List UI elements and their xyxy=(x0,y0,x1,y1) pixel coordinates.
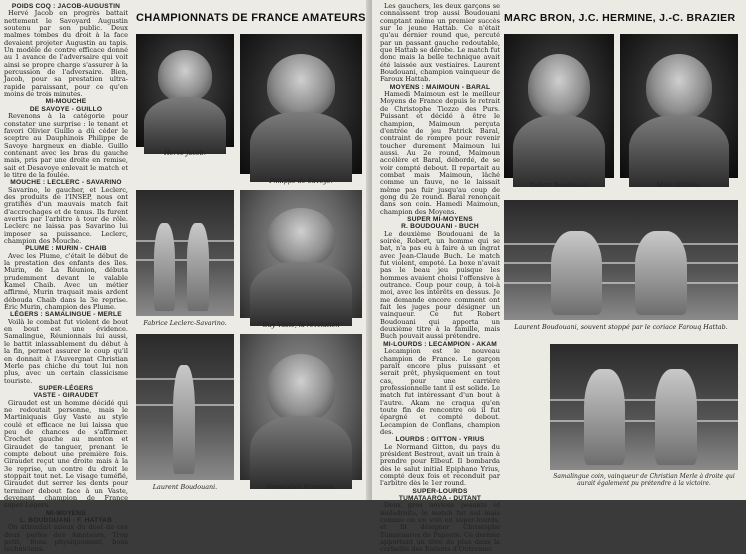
photo-philippe-de-savoye xyxy=(240,34,362,174)
right-text-column xyxy=(380,2,500,554)
section-heading: SUPER-LOURDS xyxy=(412,487,468,495)
caption-samalingue-merle: Samalingue coin, vainqueur de Christian Merle à droite qui aurait également pu prétendre à la victoire. xyxy=(553,473,735,487)
article-paragraph: Savarino, le gaucher, et Leclerc, des produits de l'INSEP, nous ont gratifiés d'un mauvais match fait d'accrochages et de tenus. Ils furent avertis par l'arbitre à tour de rôle. Leclerc ne laissa pas Savarino lui imposer sa puissance. Leclerc, champion des Mouche. xyxy=(4,185,128,245)
section-heading: MI-MOYENS xyxy=(46,509,86,517)
photo-hamoudidi-maimoun xyxy=(240,334,362,480)
section-heading: VASTE - GIRAUDET xyxy=(33,392,99,400)
photo-herve-jacob xyxy=(136,34,234,147)
caption-boudouani-hattab-ring: Laurent Boudouani, souvent stoppé par le coriace Farouq Hattab. xyxy=(514,323,728,331)
article-paragraph: Les gauchers, les deux garçons se connaissent trop aussi Boudouani comptant même un premier succès sur le jeune Hattab. Ce n'était qu'au dernier round que, percuté par un passant gauche redoutable, que Hattab se dérobe. Le match fut donc mais la belle technique avait été laissée aux vestiaires. Laurent Boudouani, champion vainqueur de Faroux Hattab. xyxy=(380,2,500,84)
caption-marc-gittons: Marc Gittons. xyxy=(656,181,702,189)
left-text-column xyxy=(4,3,128,554)
section-heading: L. BOUDOUANI - F. HATTAB xyxy=(19,517,113,525)
article-paragraph: Hervé Jacob en progrès battait nettement le Savoyard Augustin soutenu par son public. Deux malmes tombes du droit à la face devaient projeter Augustin au tapis. Un modèle de contre efficace donné au 1 avance de l'adversaire qui voit ainsi se propre charge s'assurer à la percussion de l'adversaire. Bien, Jacob, pour sa prestation ultra-rapide paraissant, pour ce qu'en moins de trois minutes. xyxy=(4,9,128,99)
caption-hamoudidi-maimoun: Hamoudidi Maimoun. xyxy=(265,483,337,491)
caption-guy-vaste: Guy Vaste, la révélation xyxy=(262,321,340,329)
caption-philippe-de-savoye: Philippe de Savoye. xyxy=(269,177,333,185)
article-paragraph: On attendait mieux du duel de ces deux perles des Amateurs. Trop petit, Bons physiquement, bons techniciens. xyxy=(4,523,128,554)
section-heading: DE SAVOYE - GUILLO xyxy=(29,105,103,113)
article-paragraph: Le Normand Gitton, du pays du président Bestrout, avait un train à prendre pour Elbeuf. Il bombarda dès le salut initial Epiphano Yrius, compté deux fois et reconduit par l'arbitre dès le 1er round. xyxy=(380,442,500,488)
photo-marc-gittons xyxy=(620,34,738,178)
article-paragraph: Deux gros novices pesants et maladroits, le match fut nul mais comme on en voit en super-lourds, et fit désigner Christophe Tumataaroa de Papeete. Ce dernier apportant un titre de plus dans la corbeille des Enfants d'Outremer. xyxy=(380,501,500,554)
section-heading: LOURDS : GITTON - YRIUS xyxy=(395,436,485,444)
right-headline: MARC BRON, J.C. HERMINE, J.-C. BRAZIER xyxy=(504,12,736,24)
photo-laurent-boudouani xyxy=(136,334,234,480)
photo-fabrice-leclerc-savarino xyxy=(136,190,234,316)
caption-herve-jacob: Hervé Jacob. xyxy=(164,149,206,157)
section-heading: POIDS COQ : JACOB-AUGUSTIN xyxy=(11,3,121,10)
caption-robert-boudouani: Robert Boudouani xyxy=(529,181,589,189)
section-heading: PLUME : MURIN - CHAIB xyxy=(25,245,107,253)
section-heading: SUPER MI-MOYENS xyxy=(407,215,473,223)
article-paragraph: Le deuxième Boudouani de la soirée, Robert, un homme qui se bat, n'a pas eu à faire à un ingrat avec Jean-Claude Buch. Le match fut violent, empoté. La boxe n'avait pas le beau jeu puisque les hommes avaient choisi l'offensive à outrance. Coup pour coup, à toi-à moi, avec les intérêts en dessus. Je me demande encore comment ont fait les juges pour désigner un vainqueur. Ce fut Robert Boudouani qui apporta un deuxième titre à la famille, mais Buch pouvait aussi prétendre. xyxy=(380,229,500,341)
article-paragraph: Avec les Plume, c'était le début de la prestation des enfants des îles. Murin, de La Réunion, débuta prudemment devant le valable Kamel Chaib. Avec un métier affirmé, Murin traquait mais ardent débouda Chaib dans la 3e reprise. Éric Murin, champion des Plume. xyxy=(4,251,128,312)
photo-robert-boudouani xyxy=(504,34,614,178)
caption-laurent-boudouani: Laurent Boudouani. xyxy=(152,483,218,491)
article-paragraph: Giraudet est un homme décidé qui ne redoutait personne, mais le Martiniquais Guy Vaste au style coulé et efficace ne lui laissa que peu de chances de s'affirmer. Crochet gauche au menton et Giraudet de tanguer, prenant le compte debout une première fois. Giraudet reçut une droite mais à la 3e reprise, un contre du droit le stoppait tout net. Le visage tuméfié, Giraudet dut serrer les dents pour terminer debout face à un Vaste, devenant champion de France super-Légers. xyxy=(4,398,128,510)
left-page xyxy=(0,0,370,554)
photo-boudouani-hattab-ring xyxy=(504,200,738,320)
photo-samalingue-merle xyxy=(550,344,738,470)
section-heading: MOUCHE : LECLERC - SAVARINO xyxy=(10,179,122,187)
caption-fabrice-leclerc-savarino: Fabrice Leclerc-Savarino. xyxy=(143,319,227,327)
section-heading: SUPER-LÉGERS xyxy=(38,384,94,392)
section-heading: TUMATAAROA - DUTANT xyxy=(398,495,482,503)
right-page xyxy=(372,0,746,554)
article-paragraph: Voilà le combat fut violent de bout en bout est une évidence. Samalingue, Réunionnais lui aussi, le battit inlassablement du début à la fin, permet assurer le coup qu'il en donnait à l'Auvergnat Christian Merle pas chiche du tout lui non plus, avec un certain classicisme touriste. xyxy=(4,317,128,385)
left-headline: CHAMPIONNATS DE FRANCE AMATEURS xyxy=(136,12,366,24)
section-heading: MOYENS : MAIMOUN - BARAL xyxy=(389,83,491,91)
section-heading: R. BOUDOUANI - BUCH xyxy=(401,223,479,231)
section-heading: MI-MOUCHE xyxy=(45,98,87,106)
section-heading: MI-LOURDS : LECAMPION - AKAM xyxy=(383,340,497,348)
photo-guy-vaste xyxy=(240,190,362,318)
article-paragraph: Lecampion est le nouveau champion de France. Le garçon paraît encore plus puissant et serait prêt, physiquement en tout cas, pour une carrière professionnelle tant il est solide. Le match fut intéressant d'un bout à l'autre. Akam ne craqua qu'en toute fin de rencontre où il fut épargné et compté debout. Lecampion de Conflans, champion des. xyxy=(380,347,500,436)
section-heading: LÉGERS : SAMALINGUE - MERLE xyxy=(10,311,122,319)
article-paragraph: Revenons à la catégorie pour constater une surprise : le tenant et favori Olivier Guillo a dû céder le sceptre au Dauphinois Philippe de Savoye hargneux en diable. Guillo contenant avec les bras du gauche mais, pris par une droite en remise, sait et Desavoye enlevait le match et le titre de la foulée. xyxy=(4,112,128,179)
article-paragraph: Hamedi Maimoun est le meilleur Moyens de France depuis le retrait de Christophe Tiozzo des Purs. Puissant et décidé à être le champion, Maimoun perçuta d'entrée de jeu Patrick Baral, contraint de rompre pour revenir toucher durement Maimoun lui aussi. Au 2e round, Maimoun accélère et Baral, débordé, de se voir compté debout. Il repartait au combat mais Maimoun, lâché comme un fauve, ne le laissait même pas fuir jusqu'au coup de gong du 2e round. Baral renonçait dans son coin. Hamedi Maimoun, champion des Moyens. xyxy=(380,90,500,216)
